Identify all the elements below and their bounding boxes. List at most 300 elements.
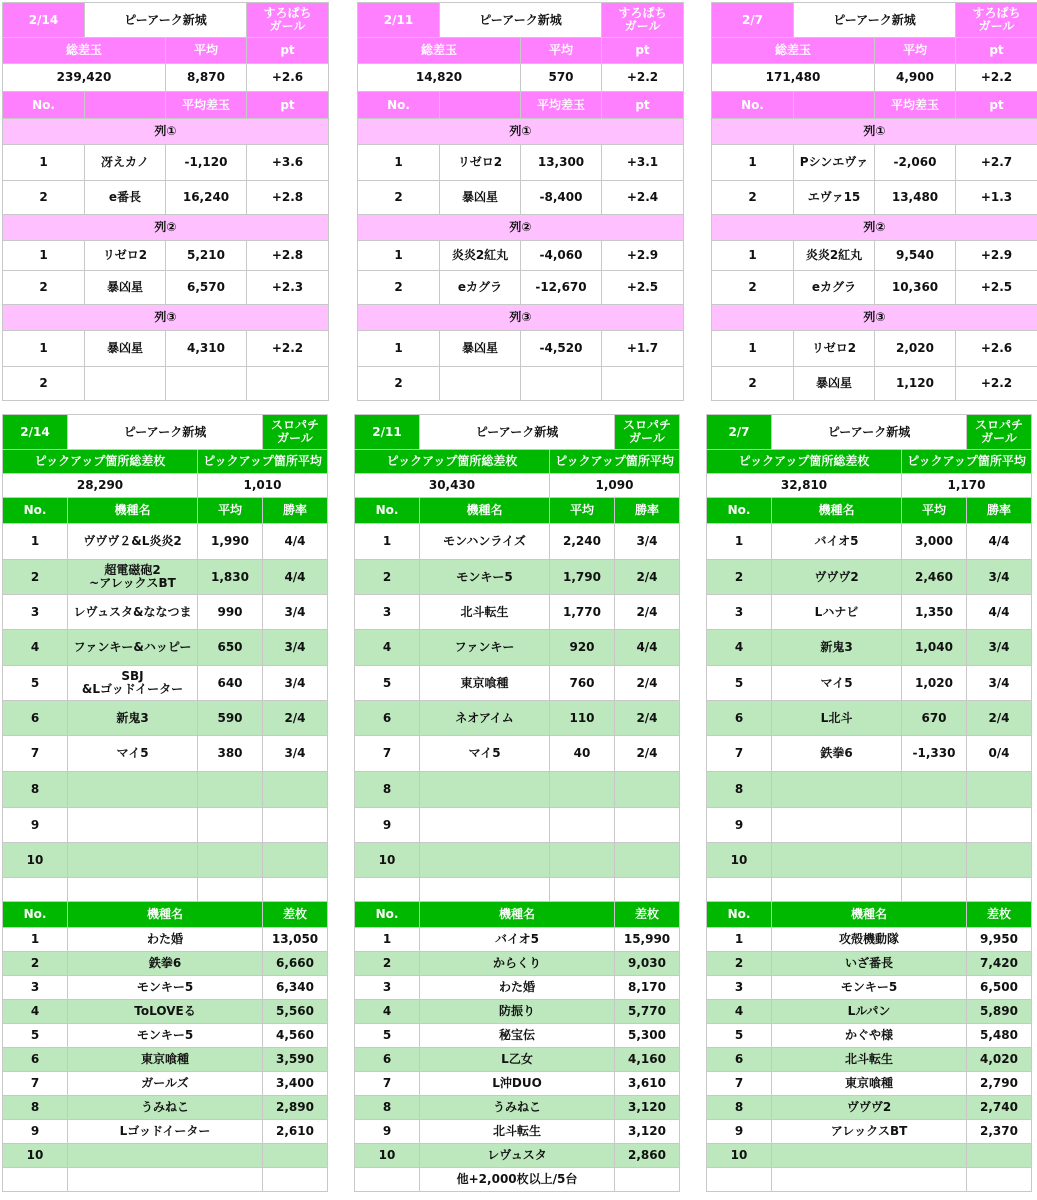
footer-cell <box>263 1168 328 1192</box>
model-name: モンハンライズ <box>420 524 550 560</box>
rank-model: モンキー5 <box>772 976 967 1000</box>
rank-diff: 6,660 <box>263 952 328 976</box>
list-header: 平均差玉 <box>875 92 956 119</box>
avg-value <box>550 808 615 843</box>
spacer-cell <box>355 878 420 902</box>
avg-diff <box>521 367 602 401</box>
win-rate <box>967 808 1032 843</box>
section-label: 列③ <box>712 305 1037 331</box>
avg-value: -1,330 <box>902 736 967 772</box>
spacer-cell <box>707 878 772 902</box>
rank-model: かぐや様 <box>772 1024 967 1048</box>
rank-model: Lゴッドイーター <box>68 1120 263 1144</box>
date-label: 2/11 <box>355 415 420 450</box>
model-header: 機種名 <box>68 498 198 524</box>
row-no: 2 <box>3 367 85 401</box>
rank-diff: 5,770 <box>615 1000 680 1024</box>
model-name: eカグラ <box>440 271 521 305</box>
win-rate: 2/4 <box>615 560 680 595</box>
avg-value: 3,000 <box>902 524 967 560</box>
model-name: エヴァ15 <box>794 181 875 215</box>
rank-diff: 2,860 <box>615 1144 680 1168</box>
list-header <box>794 92 875 119</box>
win-rate <box>615 843 680 878</box>
model-header: 勝率 <box>967 498 1032 524</box>
spacer-cell <box>967 878 1032 902</box>
model-name: モンキー5 <box>420 560 550 595</box>
spacer-cell <box>263 878 328 902</box>
rank-header: No. <box>3 902 68 928</box>
avg-value: 650 <box>198 630 263 666</box>
section-label: 列③ <box>3 305 329 331</box>
model-name: 北斗転生 <box>420 595 550 630</box>
pt-value: +1.3 <box>956 181 1037 215</box>
rank-no: 6 <box>3 1048 68 1072</box>
row-no: 2 <box>358 367 440 401</box>
model-header: 平均 <box>550 498 615 524</box>
row-no: 1 <box>358 241 440 271</box>
pt-value: +2.4 <box>602 181 684 215</box>
model-name: リゼロ2 <box>85 241 166 271</box>
model-name: マイ5 <box>420 736 550 772</box>
rank-no: 3 <box>707 976 772 1000</box>
rank-diff: 8,170 <box>615 976 680 1000</box>
model-header: 機種名 <box>772 498 902 524</box>
badge-label: すろぱち ガール <box>602 3 684 38</box>
row-no: 1 <box>358 145 440 181</box>
rank-no: 9 <box>355 1120 420 1144</box>
rank-diff: 5,560 <box>263 1000 328 1024</box>
rank-model: バイオ5 <box>420 928 615 952</box>
rank-diff: 5,890 <box>967 1000 1032 1024</box>
spacer-cell <box>68 878 198 902</box>
rank-header: 差枚 <box>263 902 328 928</box>
list-header <box>440 92 521 119</box>
rank-no: 5 <box>355 1024 420 1048</box>
row-no: 9 <box>355 808 420 843</box>
avg-diff: -4,060 <box>521 241 602 271</box>
row-no: 9 <box>3 808 68 843</box>
rank-diff: 4,160 <box>615 1048 680 1072</box>
pt-value: +2.8 <box>247 181 329 215</box>
row-no: 1 <box>3 241 85 271</box>
row-no: 10 <box>707 843 772 878</box>
win-rate: 2/4 <box>615 595 680 630</box>
avg-value: 670 <box>902 701 967 736</box>
spacer-cell <box>420 878 550 902</box>
pt-value: +3.6 <box>247 145 329 181</box>
win-rate <box>615 808 680 843</box>
rank-model <box>772 1144 967 1168</box>
row-no: 5 <box>707 666 772 701</box>
pickup-value: 28,290 <box>3 474 198 498</box>
list-header: No. <box>3 92 85 119</box>
rank-header: 機種名 <box>420 902 615 928</box>
rank-diff: 4,020 <box>967 1048 1032 1072</box>
win-rate: 3/4 <box>615 524 680 560</box>
pink-table-2-14 <box>2 2 329 401</box>
model-name: 新鬼3 <box>772 630 902 666</box>
summary-value: 171,480 <box>712 64 875 92</box>
win-rate: 2/4 <box>967 701 1032 736</box>
pt-value: +3.1 <box>602 145 684 181</box>
model-name: SBJ &Lゴッドイーター <box>68 666 198 701</box>
rank-diff: 2,790 <box>967 1072 1032 1096</box>
avg-diff: 16,240 <box>166 181 247 215</box>
spacer-cell <box>550 878 615 902</box>
rank-header: 機種名 <box>772 902 967 928</box>
model-name <box>68 772 198 808</box>
rank-no: 2 <box>707 952 772 976</box>
model-name: eカグラ <box>794 271 875 305</box>
rank-model: 北斗転生 <box>420 1120 615 1144</box>
row-no: 2 <box>712 367 794 401</box>
pink-table-2-7 <box>711 2 1037 401</box>
rank-model: わた婚 <box>420 976 615 1000</box>
footer-note: 他+2,000枚以上/5台 <box>420 1168 615 1192</box>
row-no: 8 <box>3 772 68 808</box>
rank-diff: 5,480 <box>967 1024 1032 1048</box>
pt-value: +2.2 <box>956 367 1037 401</box>
row-no: 1 <box>712 241 794 271</box>
section-label: 列③ <box>358 305 684 331</box>
pickup-value: 32,810 <box>707 474 902 498</box>
avg-value <box>198 843 263 878</box>
model-name <box>772 808 902 843</box>
avg-diff: 6,570 <box>166 271 247 305</box>
rank-no: 9 <box>707 1120 772 1144</box>
model-name: ネオアイム <box>420 701 550 736</box>
rank-model: 鉄拳6 <box>68 952 263 976</box>
row-no: 1 <box>3 145 85 181</box>
footer-cell <box>355 1168 420 1192</box>
avg-diff: -4,520 <box>521 331 602 367</box>
win-rate: 4/4 <box>967 524 1032 560</box>
model-name: ファンキー&ハッピー <box>68 630 198 666</box>
model-name: マイ5 <box>68 736 198 772</box>
win-rate <box>615 772 680 808</box>
avg-diff: 2,020 <box>875 331 956 367</box>
summary-header: 平均 <box>875 38 956 64</box>
model-name: L北斗 <box>772 701 902 736</box>
row-no: 2 <box>355 560 420 595</box>
list-header: 平均差玉 <box>166 92 247 119</box>
avg-diff: -8,400 <box>521 181 602 215</box>
rank-no: 5 <box>3 1024 68 1048</box>
summary-value: 8,870 <box>166 64 247 92</box>
win-rate: 3/4 <box>263 630 328 666</box>
rank-diff: 15,990 <box>615 928 680 952</box>
avg-value: 1,020 <box>902 666 967 701</box>
rank-model: からくり <box>420 952 615 976</box>
rank-no: 2 <box>3 952 68 976</box>
rank-model: ToLOVEる <box>68 1000 263 1024</box>
row-no: 4 <box>707 630 772 666</box>
rank-no: 1 <box>3 928 68 952</box>
row-no: 2 <box>3 560 68 595</box>
badge-label: スロパチ ガール <box>967 415 1032 450</box>
win-rate <box>263 772 328 808</box>
footer-cell <box>707 1168 772 1192</box>
rank-model: ヴヴヴ2 <box>772 1096 967 1120</box>
pt-value: +1.7 <box>602 331 684 367</box>
spacer-cell <box>3 878 68 902</box>
row-no: 1 <box>712 331 794 367</box>
summary-header: 総差玉 <box>3 38 166 64</box>
summary-value: 4,900 <box>875 64 956 92</box>
spacer-cell <box>902 878 967 902</box>
summary-header: 平均 <box>166 38 247 64</box>
summary-value: +2.2 <box>956 64 1037 92</box>
rank-no: 10 <box>355 1144 420 1168</box>
rank-model: L乙女 <box>420 1048 615 1072</box>
avg-diff: -1,120 <box>166 145 247 181</box>
rank-diff: 2,370 <box>967 1120 1032 1144</box>
avg-diff: 13,300 <box>521 145 602 181</box>
section-label: 列① <box>712 119 1037 145</box>
rank-model: モンキー5 <box>68 976 263 1000</box>
footer-note <box>772 1168 967 1192</box>
pickup-value: 30,430 <box>355 474 550 498</box>
rank-model: 攻殻機動隊 <box>772 928 967 952</box>
win-rate: 2/4 <box>615 666 680 701</box>
rank-model: 防振り <box>420 1000 615 1024</box>
rank-diff: 3,590 <box>263 1048 328 1072</box>
summary-header: 総差玉 <box>358 38 521 64</box>
list-header: No. <box>358 92 440 119</box>
rank-diff: 3,120 <box>615 1120 680 1144</box>
store-name: ピーアーク新城 <box>772 415 967 450</box>
avg-diff: -2,060 <box>875 145 956 181</box>
pt-value: +2.7 <box>956 145 1037 181</box>
model-name <box>420 772 550 808</box>
rank-diff: 6,500 <box>967 976 1032 1000</box>
avg-value: 1,040 <box>902 630 967 666</box>
pt-value: +2.9 <box>956 241 1037 271</box>
avg-value: 1,350 <box>902 595 967 630</box>
rank-no: 6 <box>355 1048 420 1072</box>
date-label: 2/14 <box>3 415 68 450</box>
section-label: 列① <box>3 119 329 145</box>
win-rate: 0/4 <box>967 736 1032 772</box>
row-no: 2 <box>707 560 772 595</box>
row-no: 10 <box>3 843 68 878</box>
pickup-header: ピックアップ箇所総差枚 <box>3 450 198 474</box>
rank-header: 機種名 <box>68 902 263 928</box>
avg-diff: -12,670 <box>521 271 602 305</box>
row-no: 2 <box>3 271 85 305</box>
avg-value: 380 <box>198 736 263 772</box>
avg-value <box>902 843 967 878</box>
badge-label: すろぱち ガール <box>956 3 1037 38</box>
summary-value: 239,420 <box>3 64 166 92</box>
model-name: 超電磁砲2 ~アレックスBT <box>68 560 198 595</box>
rank-model: 秘宝伝 <box>420 1024 615 1048</box>
list-header: pt <box>247 92 329 119</box>
rank-header: 差枚 <box>615 902 680 928</box>
avg-diff: 1,120 <box>875 367 956 401</box>
avg-value: 1,790 <box>550 560 615 595</box>
rank-diff: 7,420 <box>967 952 1032 976</box>
rank-no: 4 <box>355 1000 420 1024</box>
rank-diff: 3,120 <box>615 1096 680 1120</box>
model-name: 冴えカノ <box>85 145 166 181</box>
model-name: 暴凶星 <box>440 181 521 215</box>
rank-diff <box>263 1144 328 1168</box>
rank-model: うみねこ <box>420 1096 615 1120</box>
date-label: 2/7 <box>707 415 772 450</box>
green-table-2-7 <box>706 414 1032 1192</box>
rank-no: 2 <box>355 952 420 976</box>
pt-value <box>247 367 329 401</box>
section-label: 列② <box>712 215 1037 241</box>
model-name: 新鬼3 <box>68 701 198 736</box>
footer-note <box>68 1168 263 1192</box>
rank-no: 3 <box>355 976 420 1000</box>
row-no: 3 <box>707 595 772 630</box>
row-no: 5 <box>3 666 68 701</box>
row-no: 7 <box>355 736 420 772</box>
rank-no: 7 <box>707 1072 772 1096</box>
list-header: pt <box>602 92 684 119</box>
model-name: 鉄拳6 <box>772 736 902 772</box>
avg-diff: 10,360 <box>875 271 956 305</box>
pt-value: +2.2 <box>247 331 329 367</box>
pt-value: +2.8 <box>247 241 329 271</box>
green-table-2-11 <box>354 414 680 1192</box>
rank-model: いざ番長 <box>772 952 967 976</box>
rank-header: No. <box>355 902 420 928</box>
rank-diff: 6,340 <box>263 976 328 1000</box>
row-no: 1 <box>3 524 68 560</box>
model-header: No. <box>3 498 68 524</box>
avg-diff <box>166 367 247 401</box>
model-name <box>772 772 902 808</box>
model-name: Lハナビ <box>772 595 902 630</box>
row-no: 6 <box>355 701 420 736</box>
pt-value: +2.3 <box>247 271 329 305</box>
badge-label: スロパチ ガール <box>615 415 680 450</box>
avg-diff: 9,540 <box>875 241 956 271</box>
win-rate: 4/4 <box>263 560 328 595</box>
row-no: 5 <box>355 666 420 701</box>
pt-value: +2.5 <box>956 271 1037 305</box>
win-rate: 3/4 <box>967 560 1032 595</box>
avg-diff: 13,480 <box>875 181 956 215</box>
rank-model: 東京喰種 <box>772 1072 967 1096</box>
pt-value: +2.6 <box>956 331 1037 367</box>
pt-value: +2.5 <box>602 271 684 305</box>
row-no: 4 <box>355 630 420 666</box>
avg-value: 1,990 <box>198 524 263 560</box>
rank-diff: 2,610 <box>263 1120 328 1144</box>
model-name: 暴凶星 <box>85 271 166 305</box>
model-header: 平均 <box>902 498 967 524</box>
row-no: 10 <box>355 843 420 878</box>
model-name: Pシンエヴァ <box>794 145 875 181</box>
list-header: No. <box>712 92 794 119</box>
win-rate: 3/4 <box>967 666 1032 701</box>
rank-no: 1 <box>355 928 420 952</box>
rank-no: 10 <box>707 1144 772 1168</box>
rank-model: Lルパン <box>772 1000 967 1024</box>
model-name: バイオ5 <box>772 524 902 560</box>
row-no: 7 <box>3 736 68 772</box>
row-no: 2 <box>712 181 794 215</box>
model-name: 炎炎2紅丸 <box>794 241 875 271</box>
store-name: ピーアーク新城 <box>68 415 263 450</box>
list-header <box>85 92 166 119</box>
rank-header: No. <box>707 902 772 928</box>
model-name: 炎炎2紅丸 <box>440 241 521 271</box>
badge-label: すろぱち ガール <box>247 3 329 38</box>
row-no: 2 <box>712 271 794 305</box>
rank-model: L沖DUO <box>420 1072 615 1096</box>
store-name: ピーアーク新城 <box>85 3 247 38</box>
rank-no: 4 <box>707 1000 772 1024</box>
model-name: 東京喰種 <box>420 666 550 701</box>
section-label: 列② <box>3 215 329 241</box>
footer-cell <box>615 1168 680 1192</box>
badge-label: スロパチ ガール <box>263 415 328 450</box>
avg-value <box>550 772 615 808</box>
row-no: 6 <box>707 701 772 736</box>
rank-header: 差枚 <box>967 902 1032 928</box>
row-no: 2 <box>3 181 85 215</box>
row-no: 3 <box>3 595 68 630</box>
pt-value <box>602 367 684 401</box>
rank-model: 北斗転生 <box>772 1048 967 1072</box>
rank-no: 7 <box>3 1072 68 1096</box>
section-label: 列② <box>358 215 684 241</box>
summary-value: 570 <box>521 64 602 92</box>
rank-no: 9 <box>3 1120 68 1144</box>
win-rate: 2/4 <box>615 736 680 772</box>
row-no: 1 <box>355 524 420 560</box>
win-rate: 2/4 <box>615 701 680 736</box>
model-header: No. <box>707 498 772 524</box>
row-no: 1 <box>3 331 85 367</box>
model-name: 暴凶星 <box>85 331 166 367</box>
avg-value: 920 <box>550 630 615 666</box>
rank-model: ガールズ <box>68 1072 263 1096</box>
rank-no: 8 <box>355 1096 420 1120</box>
list-header: pt <box>956 92 1037 119</box>
row-no: 1 <box>358 331 440 367</box>
rank-model: 東京喰種 <box>68 1048 263 1072</box>
avg-value: 1,770 <box>550 595 615 630</box>
date-label: 2/7 <box>712 3 794 38</box>
row-no: 4 <box>3 630 68 666</box>
win-rate: 3/4 <box>263 736 328 772</box>
row-no: 8 <box>355 772 420 808</box>
model-name: ファンキー <box>420 630 550 666</box>
model-name <box>440 367 521 401</box>
avg-value: 590 <box>198 701 263 736</box>
rank-model: うみねこ <box>68 1096 263 1120</box>
win-rate <box>967 843 1032 878</box>
rank-diff: 13,050 <box>263 928 328 952</box>
pickup-header: ピックアップ箇所平均 <box>902 450 1032 474</box>
pickup-header: ピックアップ箇所平均 <box>550 450 680 474</box>
model-header: 機種名 <box>420 498 550 524</box>
rank-diff: 2,890 <box>263 1096 328 1120</box>
model-name: 暴凶星 <box>440 331 521 367</box>
win-rate: 4/4 <box>615 630 680 666</box>
avg-value: 2,460 <box>902 560 967 595</box>
row-no: 7 <box>707 736 772 772</box>
summary-header: pt <box>602 38 684 64</box>
